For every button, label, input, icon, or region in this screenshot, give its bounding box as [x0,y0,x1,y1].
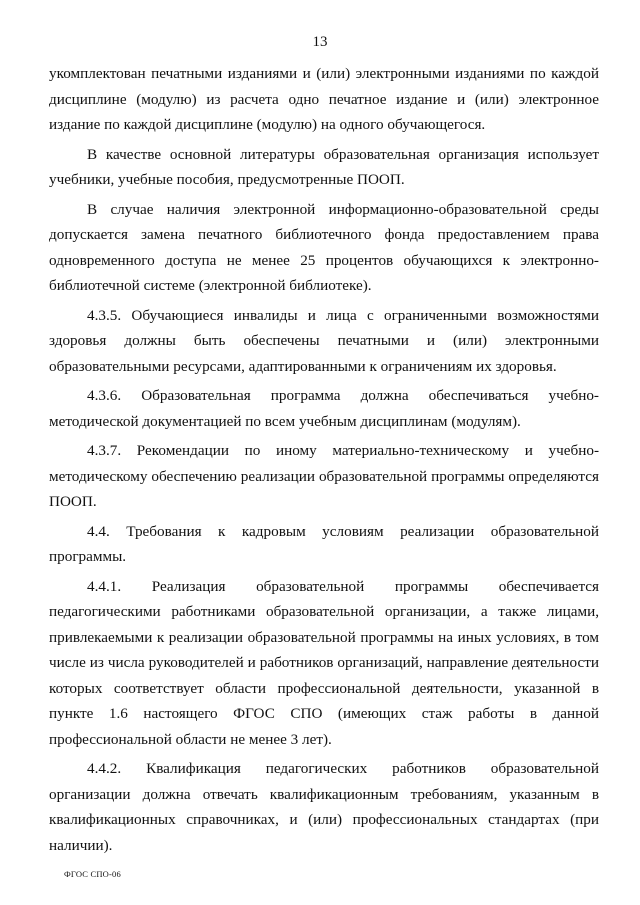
paragraph-continuation: укомплектован печатными изданиями и (или) электронными изданиями по каждой дисциплине (модулю) из расчета одно печатное издание и (или) электронное издание по каждой дисциплине (модулю) на одного обучающегося. [49,65,599,133]
paragraph-4-4-2: 4.4.2. Квалификация педагогических работников образовательной организации должна отвечать квалификационным требованиям, указанным в квалификационных справочниках, и (или) профессиональных стандартах (при наличии). [49,760,599,854]
paragraph-4-4: 4.4. Требования к кадровым условиям реализации образовательной программы. [49,522,599,565]
paragraph-4-4-1: 4.4.1. Реализация образовательной программы обеспечивается педагогическими работниками образовательной организации, а также лицами, привлекаемыми к реализации образовательной программы на иных условиях, в том числе из числа руководителей и работников организаций, направление деятельности которых соответствует области профессиональной деятельности, указанной в пункте 1.6 настоящего ФГОС СПО (имеющих стаж работы в данной профессиональной области не менее 3 лет). [49,577,599,748]
paragraph-4-3-5: 4.3.5. Обучающиеся инвалиды и лица с ограниченными возможностями здоровья должны быть обеспечены печатными и (или) электронными образовательными ресурсами, адаптированными к ограничениям их здоровья. [49,306,599,375]
footer-document-code: ФГОС СПО-06 [64,869,121,879]
paragraph-electronic-environment: В случае наличия электронной информационно-образовательной среды допускается замена печатного библиотечного фонда предоставлением права одновременного доступа не менее 25 процентов обучающихся к электронно-библиотечной системе (электронной библиотеке). [49,200,599,294]
document-body [49,61,599,862]
paragraph-4-3-7: 4.3.7. Рекомендации по иному материально-техническому и учебно-методическому обеспечению реализации образовательной программы определяются ПООП. [49,442,599,510]
page-number: 13 [312,34,328,50]
paragraph-4-3-6: 4.3.6. Образовательная программа должна обеспечиваться учебно-методической документацией по всем учебным дисциплинам (модулям). [49,387,599,430]
paragraph-main-literature: В качестве основной литературы образовательная организация использует учебники, учебные пособия, предусмотренные ПООП. [49,145,599,188]
